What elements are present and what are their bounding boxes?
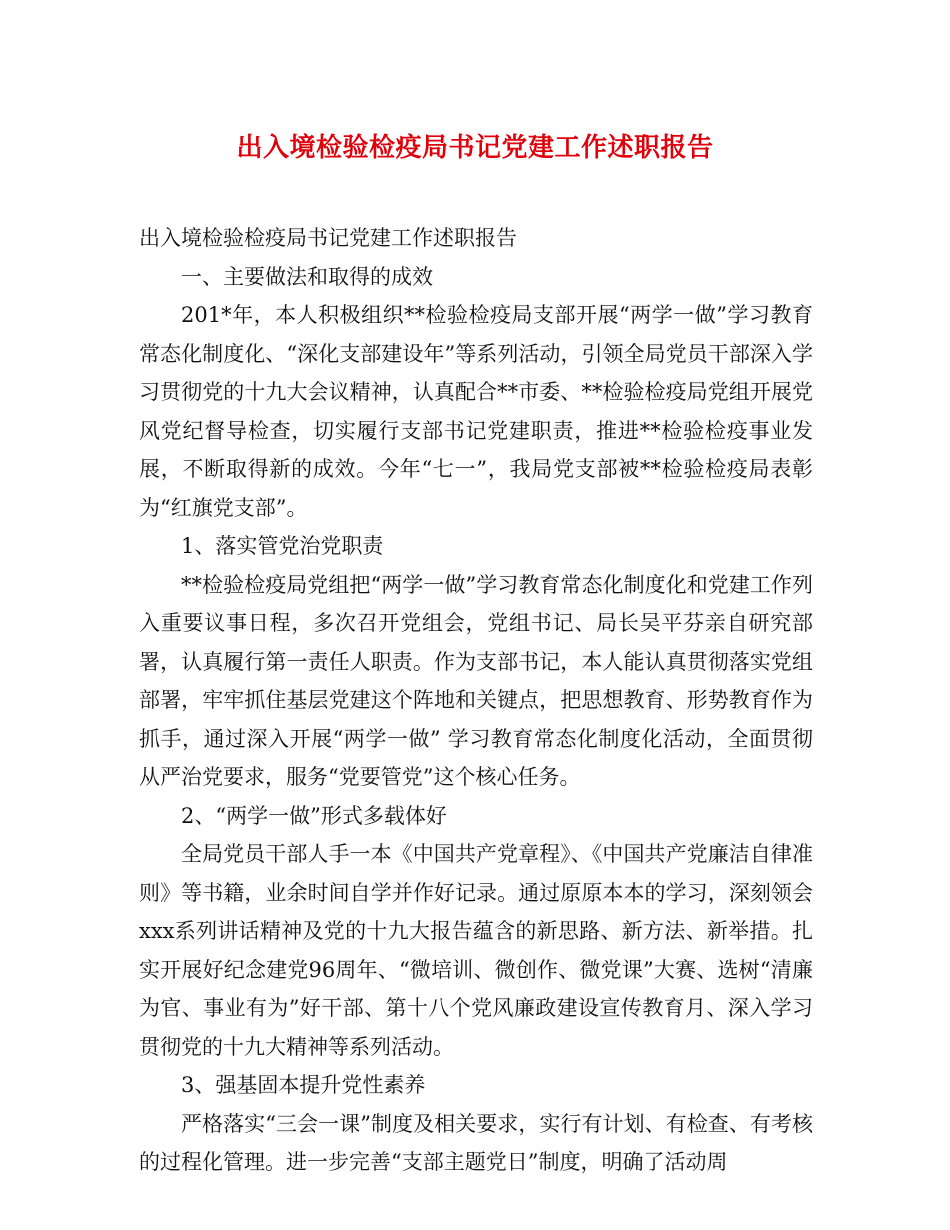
subsection-heading: 2、“两学一做”形式多载体好 <box>181 803 447 828</box>
paragraph: 严格落实“三会一课”制度及相关要求，实行有计划、有检查、有考核的过程化管理。进一步完善“支部主题党日”制度，明确了活动周 <box>139 1111 813 1174</box>
body-heading: 出入境检验检疫局书记党建工作述职报告 <box>139 226 517 250</box>
subsection-heading: 1、落实管党治党职责 <box>181 534 384 558</box>
subsection-heading: 3、强基固本提升党性素养 <box>181 1073 426 1097</box>
paragraph: 全局党员干部人手一本《中国共产党章程》、《中国共产党廉洁自律准则》等书籍，业余时间自学并作好记录。通过原原本本的学习，深刻领会xxx系列讲话精神及党的十九大报告蕴含的新思路、新方法、新举措。扎实开展好纪念建党96周年、“微培训、微创作、微党课”大赛、选树“清廉为官、事业有为”好干部、第十八个党风廉政建设宣传教育月、深入学习贯彻党的十九大精神等系列活动。 <box>139 842 813 1059</box>
document-body <box>139 219 813 1182</box>
section-heading: 一、主要做法和取得的成效 <box>181 264 433 289</box>
paragraph: **检验检疫局党组把“两学一做”学习教育常态化制度化和党建工作列入重要议事日程，多次召开党组会，党组书记、局长吴平芬亲自研究部署，认真履行第一责任人职责。作为支部书记，本人能认真贯彻落实党组部署，牢牢抓住基层党建这个阵地和关键点，把思想教育、形势教育作为抓手，通过深入开展“两学一做” 学习教育常态化制度化活动，全面贯彻从严治党要求，服务“党要管党”这个核心任务。 <box>139 572 813 789</box>
document-title: 出入境检验检疫局书记党建工作述职报告 <box>236 133 714 163</box>
paragraph: 201*年，本人积极组织**检验检疫局支部开展“两学一做”学习教育常态化制度化、“深化支部建设年”等系列活动，引领全局党员干部深入学习贯彻党的十九大会议精神，认真配合**市委、**检验检疫局党组开展党风党纪督导检查，切实履行支部书记党建职责，推进**检验检疫事业发展，不断取得新的成效。今年“七一”，我局党支部被**检验检疫局表彰为“红旗党支部”。 <box>139 303 813 520</box>
